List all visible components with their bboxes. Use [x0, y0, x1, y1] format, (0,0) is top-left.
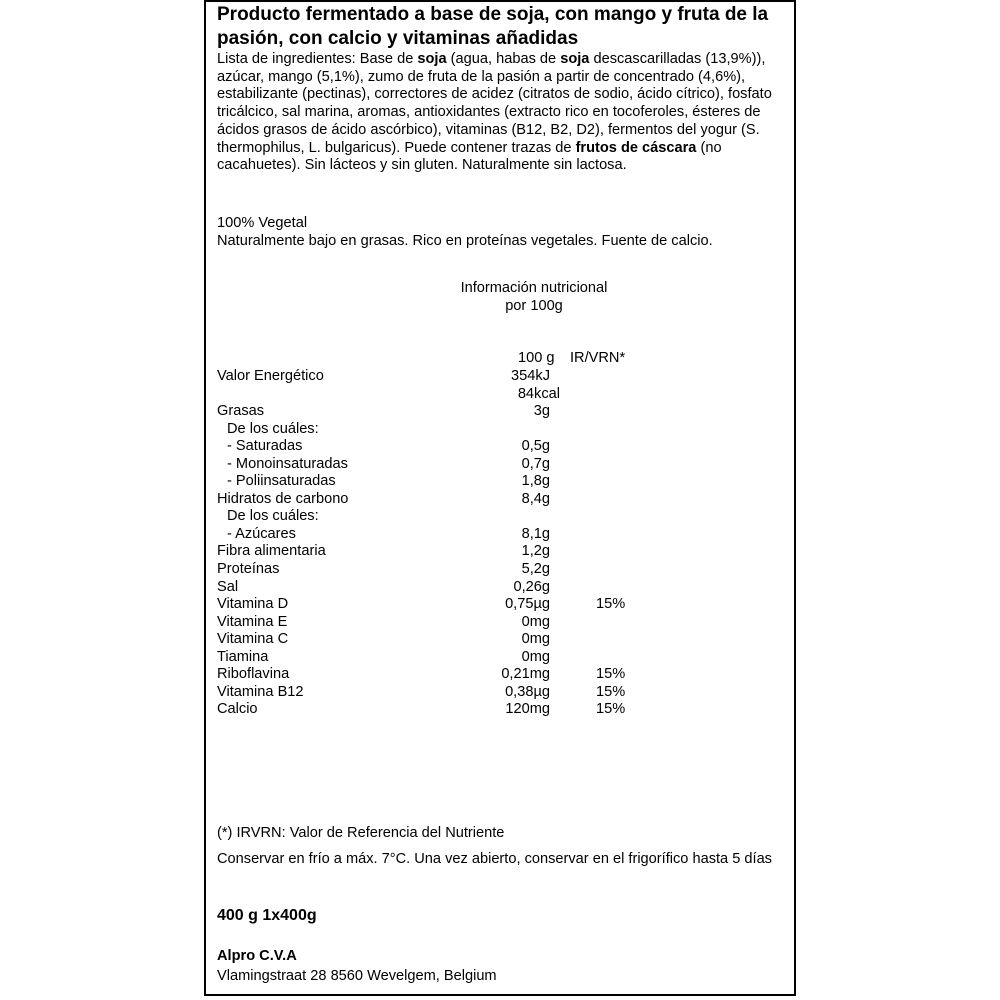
nutrient-percent: 15%: [596, 701, 626, 718]
nutrition-row: [206, 666, 786, 684]
nutrient-name: Grasas: [217, 403, 265, 419]
footnote: (*) IRVRN: Valor de Referencia del Nutriente: [217, 825, 505, 841]
storage-instructions: Conservar en frío a máx. 7°C. Una vez abierto, conservar en el frigorífico hasta 5 días: [217, 851, 772, 867]
nutrient-value: 0,7g: [521, 455, 550, 472]
energy-label: Valor Energético: [217, 368, 324, 384]
nutrient-name: - Azúcares: [227, 525, 296, 542]
nutrient-name: Vitamina D: [217, 596, 289, 613]
nutrition-row: [206, 684, 786, 702]
nutrition-row: [206, 701, 786, 719]
col-100g: 100 g: [518, 350, 555, 366]
nutrient-name: Vitamina E: [217, 613, 288, 630]
nutrient-percent: 15%: [596, 683, 626, 700]
nutrition-row: [206, 508, 786, 526]
nutrient-name: De los cuáles:: [227, 420, 319, 437]
nutrition-header-row: [206, 350, 786, 368]
nutrient-value: 0,26g: [513, 578, 550, 595]
nutrition-row: [206, 403, 786, 421]
net-weight: 400 g 1x400g: [217, 907, 317, 924]
nutrient-value: 0mg: [521, 648, 550, 665]
allergen-soja-1: soja: [417, 51, 447, 67]
nutrient-name: Calcio: [217, 701, 258, 718]
nutrient-value: 0,38µg: [505, 683, 550, 700]
nutrient-name: Vitamina C: [217, 631, 289, 648]
nutrient-percent: 15%: [596, 666, 626, 683]
nutrient-name: Vitamina B12: [217, 683, 304, 700]
energy-row: [206, 368, 786, 386]
allergen-soja-2: soja: [560, 51, 590, 67]
nutrient-name: - Saturadas: [227, 438, 303, 455]
nutrition-row: [206, 631, 786, 649]
nutrient-value: 0,5g: [521, 438, 550, 455]
nutrition-row: [206, 491, 786, 509]
nutrient-name: Fibra alimentaria: [217, 543, 326, 560]
nutrient-value: 1,2g: [521, 543, 550, 560]
nutrition-row: [206, 649, 786, 667]
nutrient-value: 0mg: [521, 631, 550, 648]
nutrient-name: - Poliinsaturadas: [227, 473, 336, 490]
company-name: Alpro C.V.A: [217, 948, 297, 964]
nutrient-name: - Monoinsaturadas: [227, 455, 348, 472]
nutrient-name: Proteínas: [217, 560, 280, 577]
nutrition-row: [206, 438, 786, 456]
nutrient-name: Hidratos de carbono: [217, 490, 349, 507]
nutrient-value: 0,75µg: [505, 596, 550, 613]
nutrition-row: [206, 596, 786, 614]
nutrition-claims: Naturalmente bajo en grasas. Rico en proteínas vegetales. Fuente de calcio.: [217, 233, 713, 249]
company-address: Vlamingstraat 28 8560 Wevelgem, Belgium: [217, 968, 497, 984]
nutrient-value: 8,1g: [521, 525, 550, 542]
nutrition-per: por 100g: [505, 298, 563, 314]
nutrition-heading: Información nutricional: [460, 280, 608, 296]
label-panel: [204, 0, 796, 996]
energy-kcal-row: [206, 386, 786, 404]
nutrient-percent: 15%: [596, 596, 626, 613]
ingredients-text-1: Lista de ingredientes: Base de: [217, 51, 418, 67]
allergen-frutos: frutos de cáscara: [575, 139, 697, 156]
energy-kcal: 84kcal: [517, 386, 560, 402]
nutrition-row: [206, 614, 786, 632]
nutrient-value: 0,21mg: [501, 666, 550, 683]
nutrient-name: De los cuáles:: [227, 508, 319, 525]
nutrition-row: [206, 456, 786, 474]
nutrient-name: Sal: [217, 578, 239, 595]
nutrition-row: [206, 421, 786, 439]
nutrition-row: [206, 579, 786, 597]
nutrient-value: 5,2g: [521, 560, 550, 577]
nutrient-value: 8,4g: [521, 490, 550, 507]
ingredients-text-4: (no cacahuetes). Sin lácteos y sin gluten. Naturalmente sin lactosa.: [217, 139, 722, 174]
nutrient-value: 0mg: [521, 613, 550, 630]
energy-kj: 354kJ: [511, 368, 550, 384]
ingredients-text-2: (agua, habas de: [446, 51, 561, 67]
vegetal-claim: 100% Vegetal: [217, 215, 308, 231]
nutrient-name: Tiamina: [217, 648, 269, 665]
product-title: Producto fermentado a base de soja, con mango y fruta de la pasión, con calcio y vitaminas añadidas: [217, 4, 769, 49]
nutrition-row: [206, 526, 786, 544]
col-ir-vrn: IR/VRN*: [570, 350, 626, 366]
nutrition-row: [206, 543, 786, 561]
nutrient-value: 3g: [533, 403, 550, 419]
nutrition-row: [206, 473, 786, 491]
nutrient-value: 120mg: [505, 701, 550, 718]
nutrient-name: Riboflavina: [217, 666, 290, 683]
nutrition-row: [206, 561, 786, 579]
nutrient-value: 1,8g: [521, 473, 550, 490]
ingredients-list: [217, 51, 787, 175]
ingredients-text-3: descascarilladas (13,9%)), azúcar, mango (5,1%), zumo de fruta de la pasión a partir de concentrado (4,6%), estabilizante (pectinas), correctores de acidez (citratos de sodio, ácido cítrico), fosfato tricálcico, sal marina, aromas, antioxidantes (extracto rico en tocoferoles, ésteres de ácidos grasos de ácido ascórbico), vitaminas (B12, B2, D2), fermentos del yogur (S. thermophilus, L. bulgaricus). Puede contener trazas de: [217, 51, 772, 156]
